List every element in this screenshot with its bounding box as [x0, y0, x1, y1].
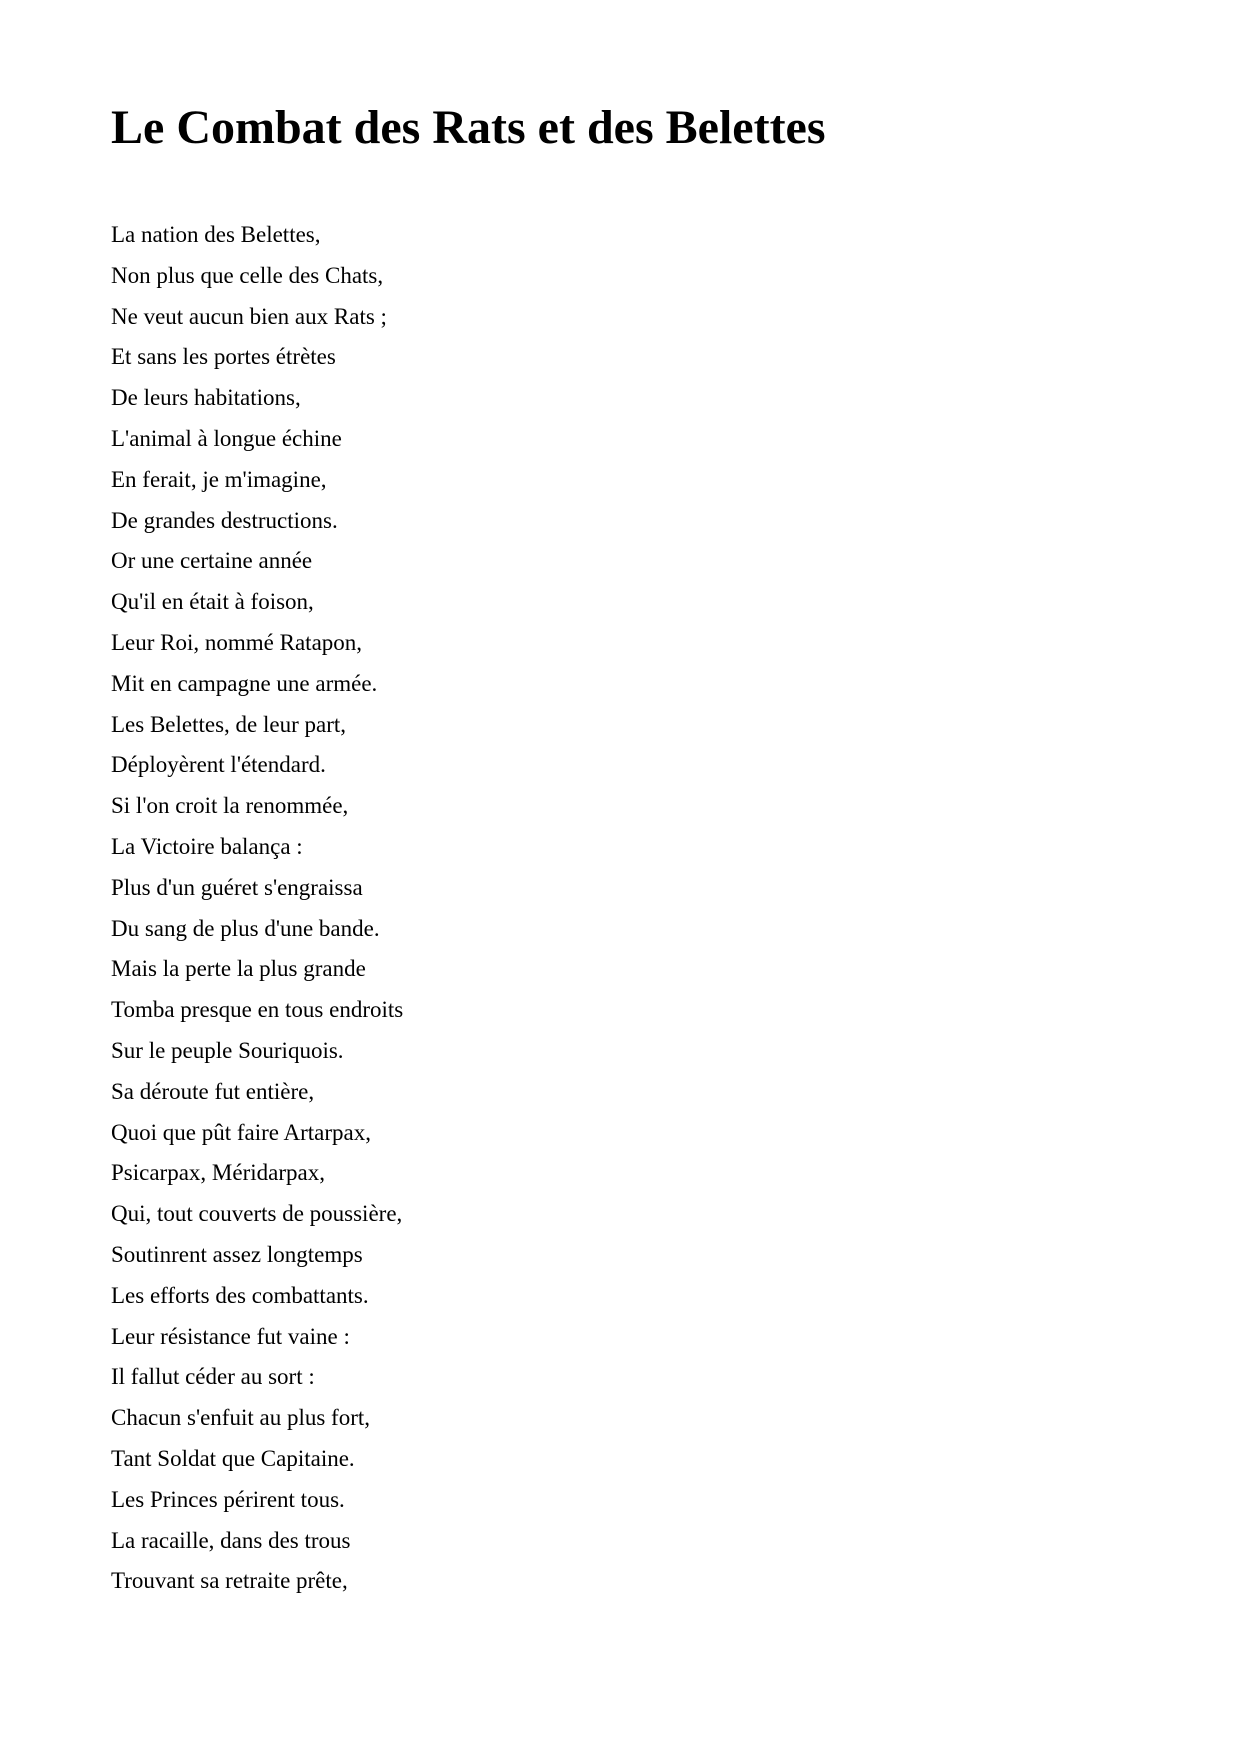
poem-line: L'animal à longue échine: [111, 425, 342, 451]
poem-line: La nation des Belettes,: [111, 222, 321, 247]
poem-line: Ne veut aucun bien aux Rats ;: [111, 303, 387, 329]
poem-line: Psicarpax, Méridarpax,: [111, 1160, 325, 1186]
poem-line: Sur le peuple Souriquois.: [111, 1037, 344, 1063]
poem-line: La racaille, dans des trous: [111, 1527, 351, 1553]
poem-line: Leur Roi, nommé Ratapon,: [111, 629, 363, 655]
poem-line: En ferait, je m'imagine,: [111, 466, 327, 492]
poem-line: Si l'on croit la renommée,: [111, 793, 349, 819]
poem-line: Du sang de plus d'une bande.: [111, 915, 380, 941]
poem-line: Sa déroute fut entière,: [111, 1078, 315, 1104]
poem-line: Trouvant sa retraite prête,: [111, 1568, 348, 1594]
poem-line: Or une certaine année: [111, 548, 313, 574]
poem-line: Il fallut céder au sort :: [111, 1364, 315, 1390]
poem-line: La Victoire balança :: [111, 833, 303, 859]
poem-line: Déployèrent l'étendard.: [111, 752, 326, 778]
poem-verses: [111, 220, 403, 1607]
poem-line: Les efforts des combattants.: [111, 1282, 369, 1308]
poem-line: Mais la perte la plus grande: [111, 956, 366, 982]
poem-title: Le Combat des Rats et des Belettes: [111, 101, 826, 154]
poem-line: De grandes destructions.: [111, 507, 338, 533]
poem-line: Les Belettes, de leur part,: [111, 711, 347, 737]
poem-line: De leurs habitations,: [111, 385, 301, 411]
poem-line: Mit en campagne une armée.: [111, 670, 378, 696]
poem-line: Tomba presque en tous endroits: [111, 997, 404, 1023]
poem-line: Quoi que pût faire Artarpax,: [111, 1119, 371, 1145]
poem-line: Qu'il en était à foison,: [111, 589, 314, 615]
poem-line: Et sans les portes étrètes: [111, 344, 336, 370]
poem-line: Soutinrent assez longtemps: [111, 1241, 363, 1267]
poem-line: Les Princes périrent tous.: [111, 1486, 345, 1512]
poem-line: Leur résistance fut vaine :: [111, 1323, 350, 1349]
poem-line: Plus d'un guéret s'engraissa: [111, 874, 363, 900]
poem-line: Tant Soldat que Capitaine.: [111, 1445, 355, 1471]
poem-line: Qui, tout couverts de poussière,: [111, 1201, 403, 1227]
poem-line: Non plus que celle des Chats,: [111, 262, 384, 288]
poem-line: Chacun s'enfuit au plus fort,: [111, 1405, 371, 1431]
